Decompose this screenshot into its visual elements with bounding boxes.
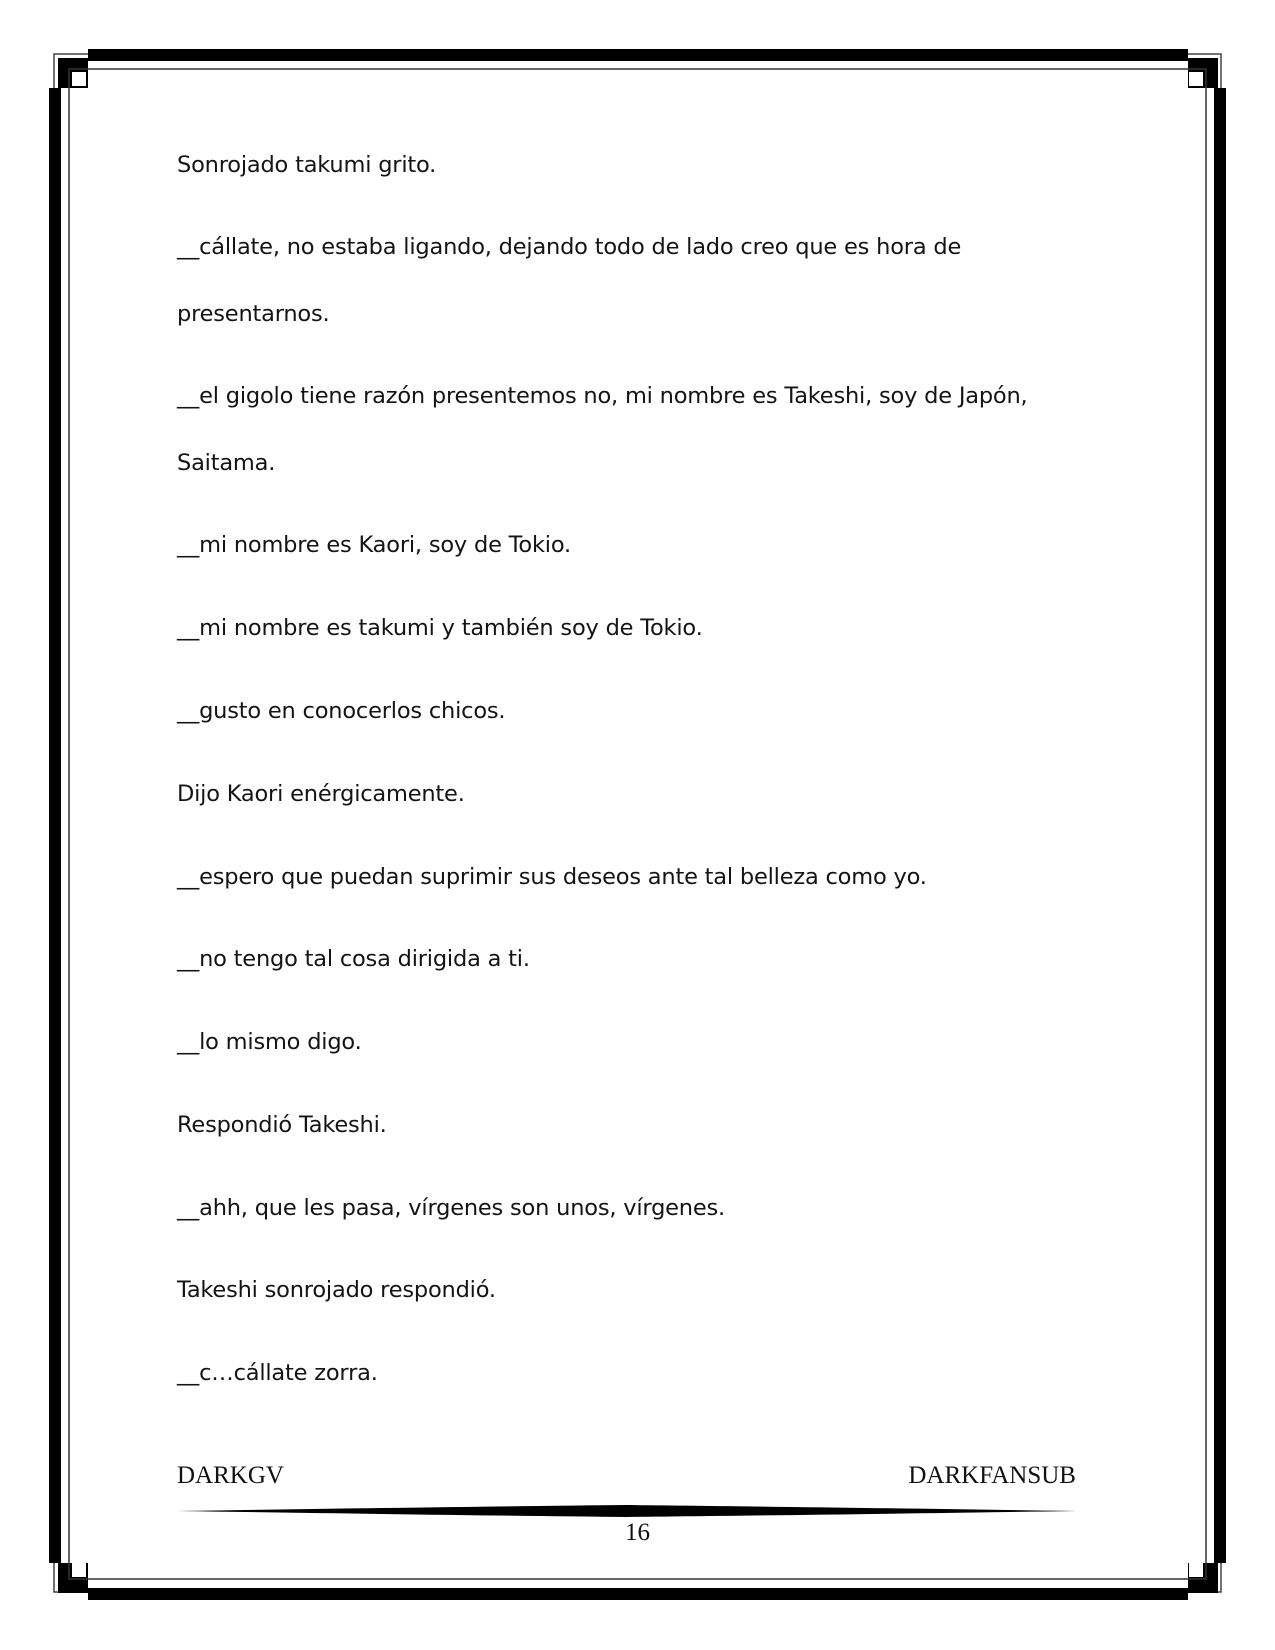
paragraph: __espero que puedan suprimir sus deseos ante tal belleza como yo. [177,864,927,890]
paragraph: __gusto en conocerlos chicos. [177,698,506,724]
paragraph: __lo mismo digo. [177,1029,362,1055]
paragraph: __mi nombre es Kaori, soy de Tokio. [177,532,571,558]
paragraph: Dijo Kaori enérgicamente. [177,781,465,807]
page-number: 16 [625,1519,650,1546]
paragraph: Saitama. [177,450,276,476]
paragraph: __mi nombre es takumi y también soy de Tokio. [177,615,703,641]
paragraph: __c…cállate zorra. [177,1360,378,1386]
paragraph: presentarnos. [177,301,330,327]
paragraph: Takeshi sonrojado respondió. [177,1277,496,1303]
paragraph: Respondió Takeshi. [177,1112,387,1138]
footer-divider [177,1505,1077,1517]
paragraph: __ahh, que les pasa, vírgenes son unos, vírgenes. [177,1195,725,1221]
footer-author: DARKGV [177,1462,284,1489]
paragraph: __cállate, no estaba ligando, dejando todo de lado creo que es hora de [177,234,962,260]
footer-publisher: DARKFANSUB [908,1462,1076,1489]
paragraph: __el gigolo tiene razón presentemos no, mi nombre es Takeshi, soy de Japón, [177,383,1028,409]
paragraph: Sonrojado takumi grito. [177,152,437,178]
paragraph: __no tengo tal cosa dirigida a ti. [177,946,530,972]
